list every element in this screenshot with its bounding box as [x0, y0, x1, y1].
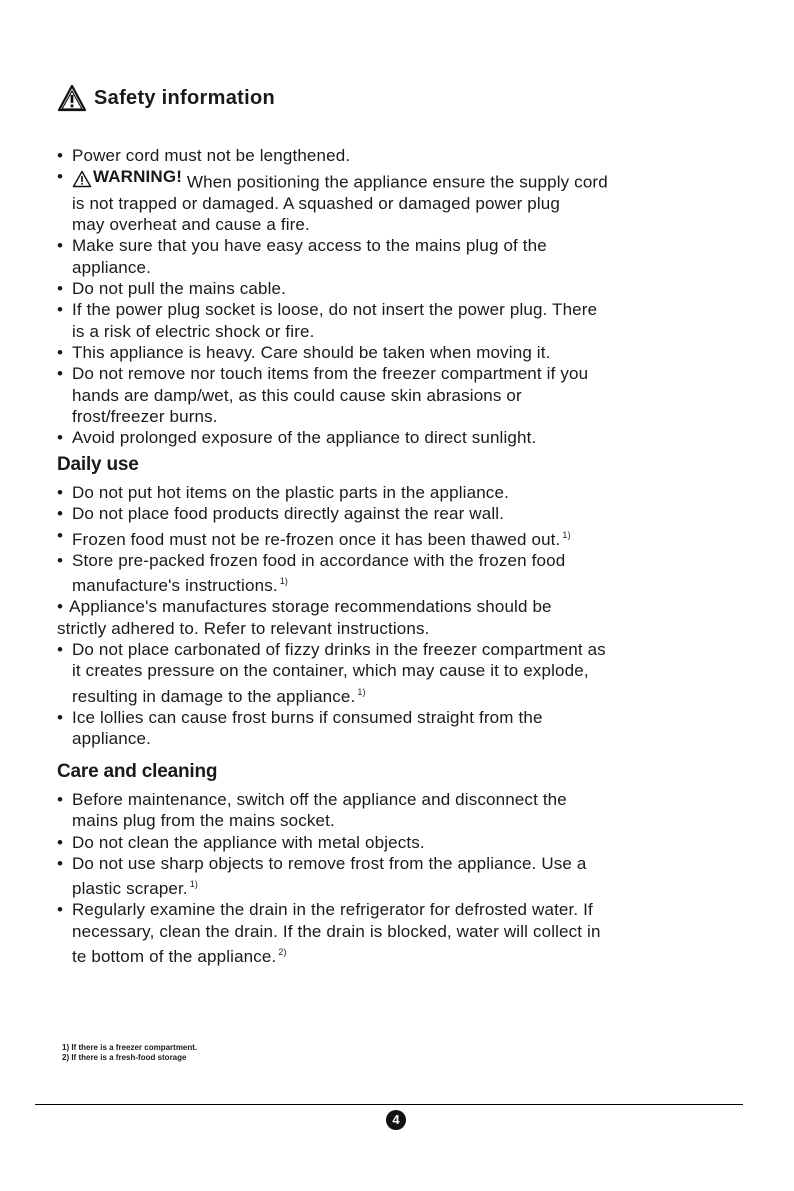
list-item: • Ice lollies can cause frost burns if consumed straight from the: [57, 707, 543, 727]
list-item-cont: manufacture's instructions. $^{1)}$: [72, 576, 289, 596]
list-item-cont: is not trapped or damaged. A squashed or damaged power plug: [72, 193, 561, 213]
warning-triangle-icon: [72, 170, 92, 188]
list-item-cont: appliance.: [72, 257, 152, 277]
list-item-cont: may overheat and cause a fire.: [72, 215, 310, 235]
care-cleaning-heading: Care and cleaning: [57, 761, 218, 782]
list-item: • Store pre-packed frozen food in accordance with the frozen food: [57, 550, 566, 570]
list-item-cont: is a risk of electric shock or fire.: [72, 321, 315, 341]
warning-triangle-icon: [57, 84, 87, 112]
list-item: • Do not pull the mains cable.: [57, 279, 286, 299]
list-item-cont: mains plug from the mains socket.: [72, 811, 335, 831]
list-item: • This appliance is heavy. Care should be taken when moving it.: [57, 342, 551, 362]
footnote: 2) If there is a fresh-food storage: [62, 1053, 187, 1062]
footer-divider: [35, 1104, 743, 1105]
list-item: • Do not place carbonated of fizzy drinks in the freezer compartment as: [57, 640, 606, 660]
list-item-cont: necessary, clean the drain. If the drain is blocked, water will collect in: [72, 921, 601, 941]
list-item-cont: resulting in damage to the appliance. $^{1)}$: [72, 686, 366, 706]
footnotes: [62, 1043, 197, 1063]
list-item-cont: frost/freezer burns.: [72, 406, 218, 426]
list-item-cont: it creates pressure on the container, which may cause it to explode,: [72, 661, 589, 681]
footnote: 1) If there is a freezer compartment.: [62, 1043, 198, 1052]
list-item: • Do not put hot items on the plastic parts in the appliance.: [57, 483, 509, 502]
list-item: • Make sure that you have easy access to the mains plug of the: [57, 236, 547, 256]
list-item: • Before maintenance, switch off the appliance and disconnect the: [57, 790, 567, 809]
title-row: [57, 84, 275, 112]
footnote-ref: 1): [279, 576, 289, 587]
safety-list: [57, 145, 737, 448]
list-item: • Regularly examine the drain in the refrigerator for defrosted water. If: [57, 900, 593, 920]
list-item: • Do not use sharp objects to remove frost from the appliance. Use a: [57, 853, 587, 873]
footnote-ref: 1): [189, 879, 199, 890]
footnote-ref: 1): [562, 529, 571, 540]
list-item: • Do not clean the appliance with metal objects.: [57, 832, 425, 852]
list-item: • WARNING! When positioning the appliance ensure the supply cord: [57, 167, 608, 192]
list-item: • Avoid prolonged exposure of the appliance to direct sunlight.: [57, 428, 537, 448]
list-item: • Power cord must not be lengthened.: [57, 146, 351, 165]
list-item: • Do not place food products directly against the rear wall.: [57, 504, 505, 524]
list-item: • Appliance's manufactures storage recommendations should be: [57, 597, 552, 617]
footnote-ref: 2): [278, 947, 287, 958]
list-item-cont: te bottom of the appliance. $^{2)}$: [72, 947, 287, 967]
daily-use-list: [57, 482, 737, 750]
page-title: Safety information: [94, 86, 275, 109]
care-cleaning-list: [57, 789, 737, 967]
list-item-cont: plastic scraper. $^{1)}$: [72, 879, 199, 899]
list-item: • Frozen food must not be re-frozen once it has been thawed out. $^{1)}$: [57, 525, 571, 549]
footnote-ref: 1): [357, 686, 366, 697]
list-item: • If the power plug socket is loose, do not insert the power plug. There: [57, 300, 598, 320]
list-item-cont: hands are damp/wet, as this could cause skin abrasions or: [72, 385, 522, 405]
daily-use-heading: Daily use: [57, 454, 139, 475]
page-number: 4: [386, 1110, 406, 1130]
list-item-cont: strictly adhered to. Refer to relevant instructions.: [57, 618, 430, 638]
inline-warning: WARNING!: [72, 166, 182, 187]
list-item-cont: appliance.: [72, 729, 152, 749]
list-item: • Do not remove nor touch items from the freezer compartment if you: [57, 364, 589, 384]
